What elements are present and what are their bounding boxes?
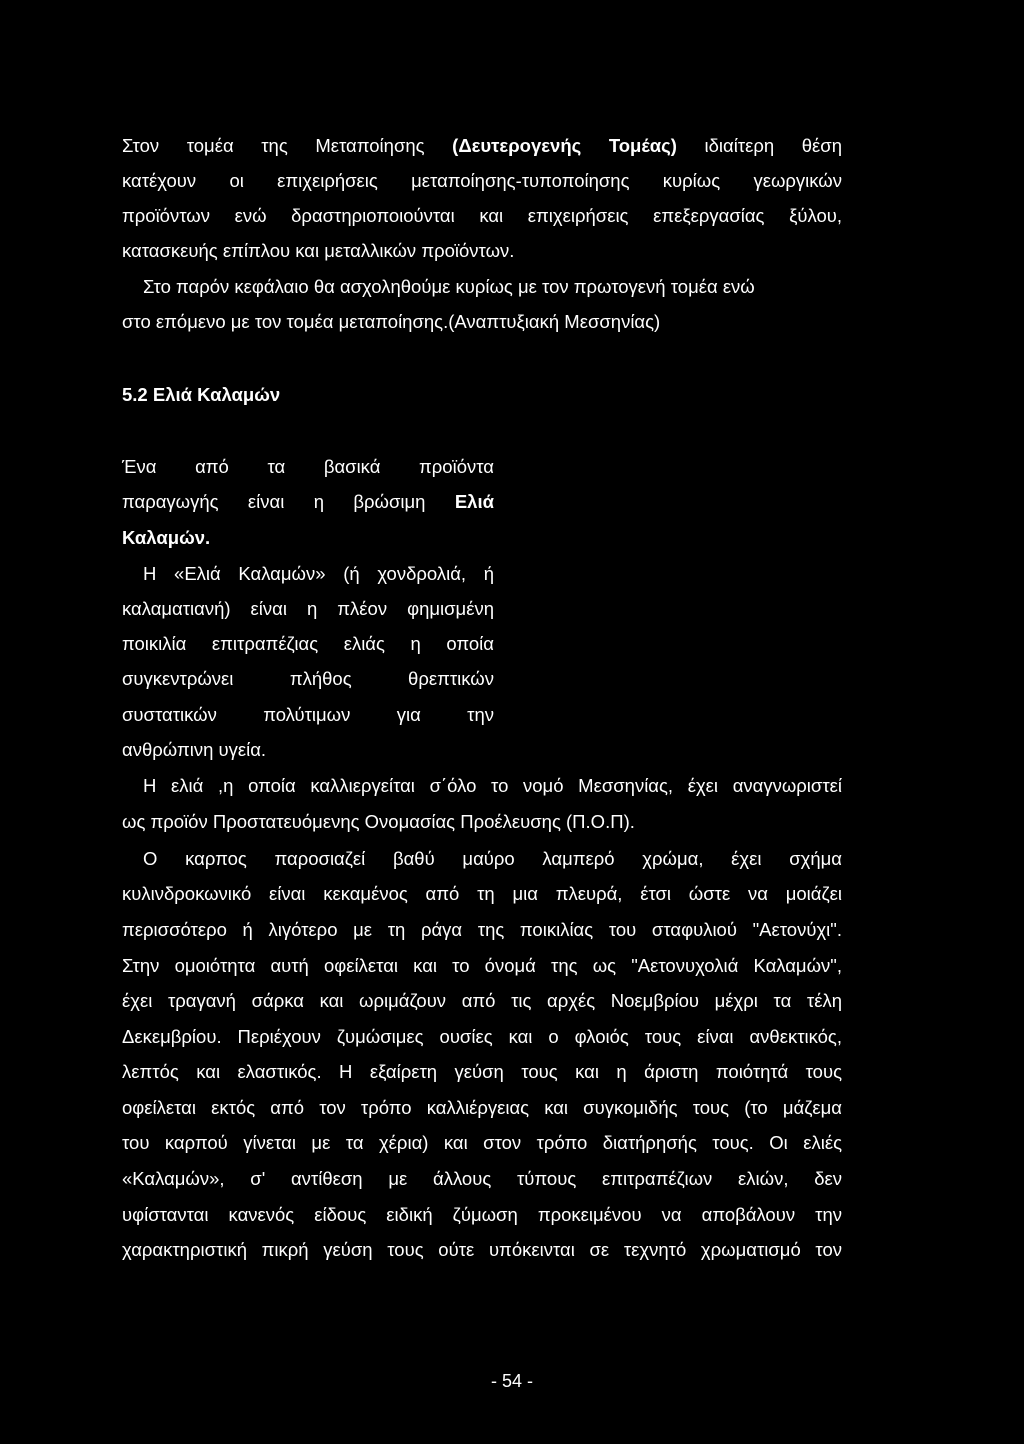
paragraph-6-line-4: Στην ομοιότητα αυτή οφείλεται και το όνομά της ως "Αετονυχολιά Καλαμών", xyxy=(122,955,842,976)
paragraph-6-line-3: περισσότερο ή λιγότερο με τη ράγα της ποικιλίας του σταφυλιού "Αετονύχι". xyxy=(122,919,842,940)
paragraph-2-line-2: στο επόμενο με τον τομέα μεταποίησης.(Αναπτυξιακή Μεσσηνίας) xyxy=(122,311,661,332)
paragraph-6-line-2: κυλινδροκωνικό είναι κεκαμένος από τη μια πλευρά, έτσι ώστε να μοιάζει xyxy=(122,883,842,904)
paragraph-6-line-11: υφίστανται κανενός είδους ειδική ζύμωση προκειμένου να αποβάλουν την xyxy=(122,1204,842,1225)
paragraph-6-line-7: λεπτός και ελαστικός. Η εξαίρετη γεύση τους και η άριστη ποιότητά τους xyxy=(122,1061,842,1082)
bold-term-secondary-sector: (Δευτερογενής Τομέας) xyxy=(452,135,677,156)
paragraph-1-line-4: κατασκευής επίπλου και μεταλλικών προϊόντων. xyxy=(122,240,515,261)
paragraph-6-line-10: «Καλαμών», σ' αντίθεση με άλλους τύπους επιτραπέζιων ελιών, δεν xyxy=(122,1168,842,1189)
paragraph-6-line-9: του καρπού γίνεται με τα χέρια) και στον τρόπο διατήρησής τους. Οι ελιές xyxy=(122,1132,842,1153)
paragraph-6-line-5: έχει τραγανή σάρκα και ωριμάζουν από τις αρχές Νοεμβρίου μέχρι τα τέλη xyxy=(122,990,842,1011)
paragraph-3-line-2: παραγωγής είναι η βρώσιμη Ελιά xyxy=(122,491,494,512)
paragraph-5-line-1: Η ελιά ,η οποία καλλιεργείται σ΄όλο το νομό Μεσσηνίας, έχει αναγνωριστεί xyxy=(143,775,842,796)
paragraph-3-line-3: Καλαμών. xyxy=(122,527,211,548)
bold-term-olive: Ελιά xyxy=(454,491,494,512)
section-heading: 5.2 Ελιά Καλαμών xyxy=(122,384,281,405)
paragraph-2-line-1: Στο παρόν κεφάλαιο θα ασχοληθούμε κυρίως με τον πρωτογενή τομέα ενώ xyxy=(143,276,755,297)
paragraph-4-line-4: συγκεντρώνει πλήθος θρεπτικών xyxy=(122,668,494,689)
paragraph-1-line-3: προϊόντων ενώ δραστηριοποιούνται και επιχειρήσεις επεξεργασίας ξύλου, xyxy=(122,205,842,226)
paragraph-3-line-1: Ένα από τα βασικά προϊόντα xyxy=(122,456,494,477)
paragraph-6-line-12: χαρακτηριστική πικρή γεύση τους ούτε υπόκεινται σε τεχνητό χρωματισμό τον xyxy=(122,1239,842,1260)
paragraph-4-line-2: καλαματιανή) είναι η πλέον φημισμένη xyxy=(122,598,494,619)
paragraph-4-line-6: ανθρώπινη υγεία. xyxy=(122,739,267,760)
page-number: - 54 - xyxy=(490,1371,533,1391)
paragraph-6-line-8: οφείλεται εκτός από τον τρόπο καλλιέργειας και συγκομιδής τους (το μάζεμα xyxy=(122,1097,842,1118)
paragraph-5-line-2: ως προϊόν Προστατευόμενης Ονομασίας Προέλευσης (Π.Ο.Π). xyxy=(122,811,635,832)
paragraph-6-line-6: Δεκεμβρίου. Περιέχουν ζυμώσιμες ουσίες και ο φλοιός τους είναι ανθεκτικός, xyxy=(122,1026,842,1047)
paragraph-4-line-5: συστατικών πολύτιμων για την xyxy=(122,704,494,725)
paragraph-1-line-1: Στον τομέα της Μεταποίησης (Δευτερογενής Τομέας) ιδιαίτερη θέση xyxy=(122,135,843,156)
paragraph-6-line-1: Ο καρπος παροσιαζεί βαθύ μαύρο λαμπερό χρώμα, έχει σχήμα xyxy=(143,848,842,869)
paragraph-4-line-3: ποικιλία επιτραπέζιας ελιάς η οποία xyxy=(122,633,494,654)
paragraph-4-line-1: Η «Ελιά Καλαμών» (ή χονδρολιά, ή xyxy=(143,563,494,584)
paragraph-1-line-2: κατέχουν οι επιχειρήσεις μεταποίησης-τυποποίησης κυρίως γεωργικών xyxy=(122,170,842,191)
